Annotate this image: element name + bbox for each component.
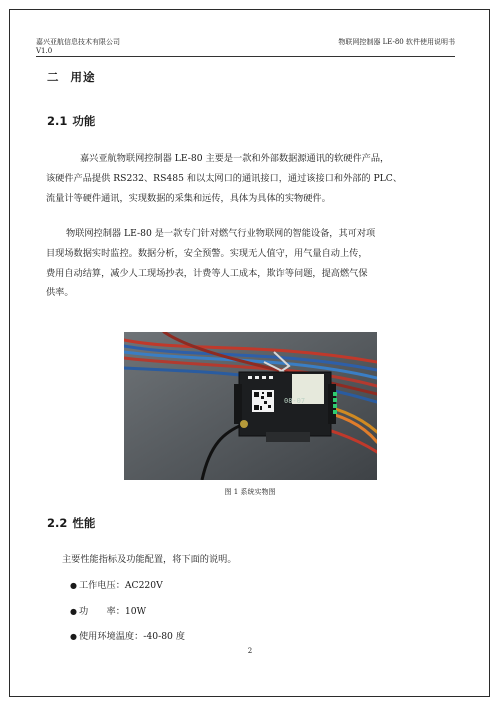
section-title: 用途 [70, 70, 96, 84]
header-rule [36, 56, 455, 57]
figure-caption: 图 1 系统实物图 [224, 488, 276, 496]
header-company: 嘉兴亚航信息技术有限公司 [36, 38, 120, 46]
bullet-voltage [70, 577, 163, 591]
paragraph-function-detail [46, 224, 454, 303]
subsection-heading-function [47, 113, 95, 129]
header-doc-title: 物联网控制器 LE-80 软件使用说明书 [338, 38, 455, 46]
bullet-temperature [70, 628, 185, 642]
section-number: 二 [47, 70, 60, 84]
paragraph-function-intro [46, 149, 454, 208]
text-line: 费用自动结算，减少人工现场抄表，计费等人工成本，欺诈等问题，提高燃气保 [46, 267, 368, 279]
bullet-text: 工作电压：AC220V [78, 580, 163, 591]
section-heading [47, 69, 96, 85]
subsection-number: 2.1 [47, 114, 68, 128]
device-photo [124, 332, 377, 480]
bullet-dot-icon: ● [70, 581, 77, 590]
subsection-heading-performance [47, 515, 95, 531]
text-line: 流量计等硬件通讯，实现数据的采集和远传，具体为具体的实物硬件。 [46, 192, 331, 204]
device-screen-text: 08-07 [284, 397, 306, 405]
performance-intro: 主要性能指标及功能配置，将下面的说明。 [62, 554, 237, 565]
page-number: 2 [247, 647, 253, 655]
text-line: 该硬件产品提供 RS232、RS485 和以太网口的通讯接口，通过该接口和外部的 PLC、 [46, 172, 403, 184]
bullet-text: 使用环境温度：-40-80 度 [78, 631, 185, 642]
text-line: 供率。 [46, 287, 74, 299]
header-version: V1.0 [36, 47, 53, 55]
bullet-power [70, 603, 146, 617]
subsection-number: 2.2 [47, 516, 68, 530]
device-photo-illustration [124, 332, 377, 480]
bullet-dot-icon: ● [70, 632, 77, 641]
text-line: 嘉兴亚航物联网控制器 LE-80 主要是一款和外部数据源通讯的软硬件产品， [80, 153, 390, 164]
bullet-text: 功 率：10W [78, 606, 147, 617]
text-line: 物联网控制器 LE-80 是一款专门针对燃气行业物联网的智能设备，其可对项 [66, 228, 376, 239]
subsection-title: 性能 [72, 516, 96, 530]
text-line: 目现场数据实时监控。数据分析，安全预警。实现无人值守，用气量自动上传， [46, 247, 368, 259]
subsection-title: 功能 [72, 114, 96, 128]
bullet-dot-icon: ● [70, 607, 77, 616]
